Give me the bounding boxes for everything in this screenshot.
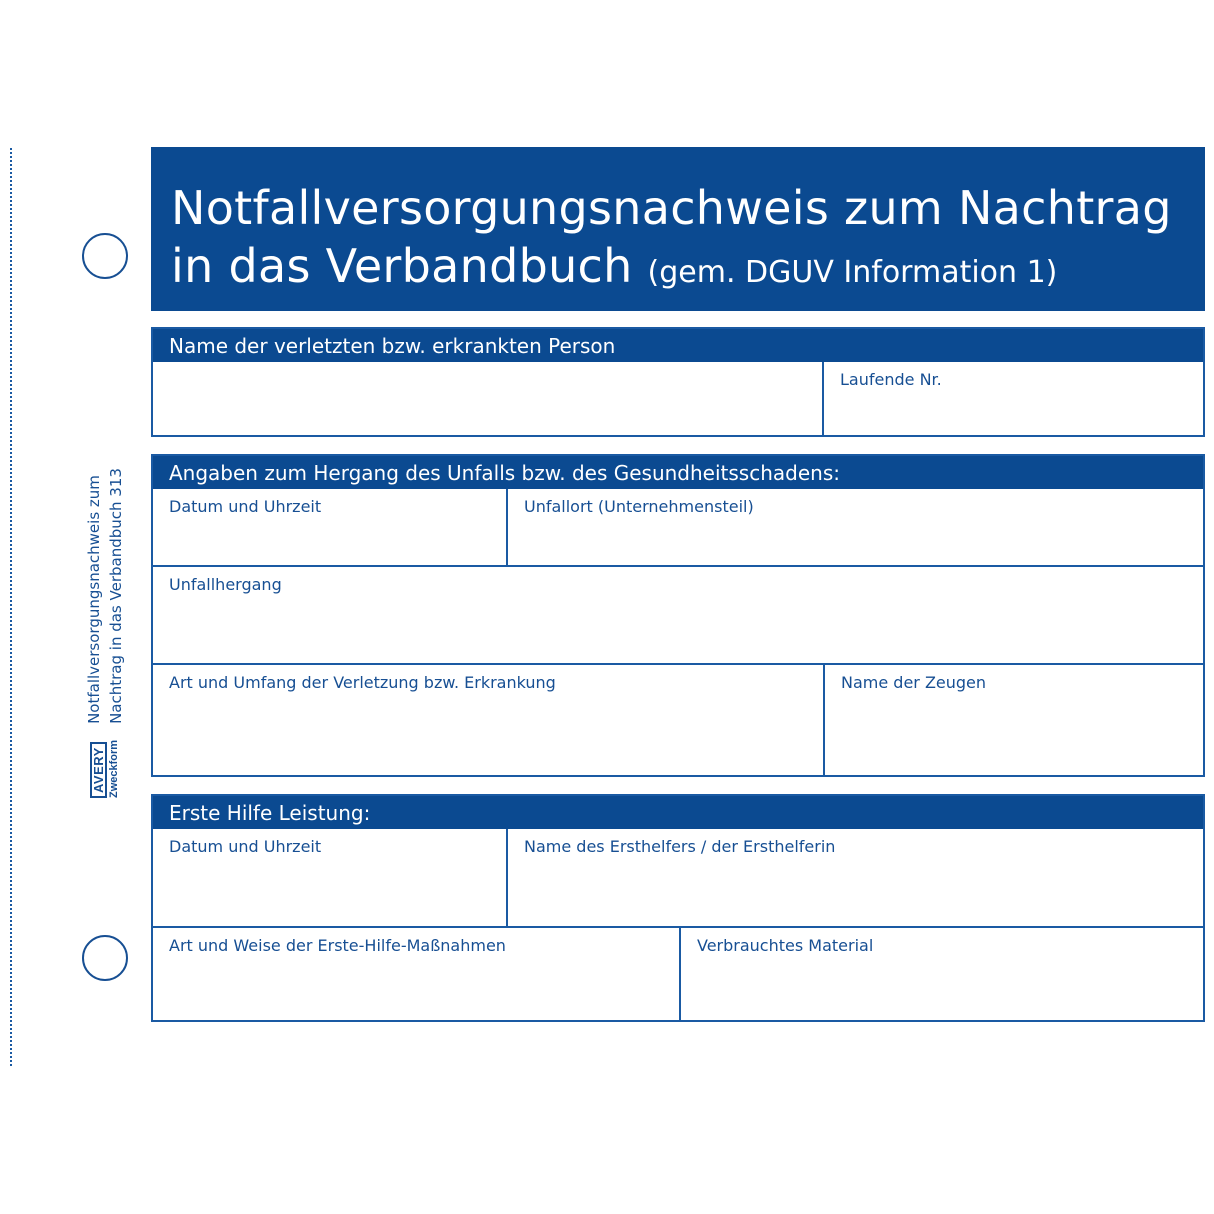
section-first-aid xyxy=(151,794,1205,1022)
first-aid-row-2 xyxy=(153,926,1203,1020)
accident-datetime-label: Datum und Uhrzeit xyxy=(169,497,322,516)
spine-line-2: Nachtrag in das Verbandbuch 313 xyxy=(107,468,125,724)
first-aid-measures-label: Art und Weise der Erste-Hilfe-Maßnahmen xyxy=(169,936,506,955)
avery-zweckform-logo xyxy=(90,740,120,798)
form-title-main: in das Verbandbuch xyxy=(171,239,633,293)
accident-row-3 xyxy=(153,663,1203,775)
material-used-field[interactable] xyxy=(679,928,1203,1020)
section-person-row xyxy=(153,362,1203,435)
running-number-label: Laufende Nr. xyxy=(840,370,942,389)
accident-datetime-field[interactable] xyxy=(153,489,506,565)
accident-course-label: Unfallhergang xyxy=(169,575,282,594)
spine-label xyxy=(70,398,140,798)
material-used-label: Verbrauchtes Material xyxy=(697,936,874,955)
first-aid-measures-field[interactable] xyxy=(153,928,679,1020)
perforation-line xyxy=(10,148,12,1066)
logo-brand: AVERY xyxy=(90,742,107,798)
accident-row-2 xyxy=(153,565,1203,663)
section-person-header: Name der verletzten bzw. erkrankten Person xyxy=(153,329,1203,362)
first-aider-name-field[interactable] xyxy=(506,829,1203,926)
section-accident xyxy=(151,454,1205,777)
accident-location-label: Unfallort (Unternehmensteil) xyxy=(524,497,754,516)
logo-sub: Zweckform xyxy=(108,739,120,798)
accident-location-field[interactable] xyxy=(506,489,1203,565)
accident-row-1 xyxy=(153,489,1203,565)
witnesses-label: Name der Zeugen xyxy=(841,673,987,692)
running-number-field[interactable] xyxy=(822,362,1203,435)
first-aid-datetime-field[interactable] xyxy=(153,829,506,926)
form-title-suffix: (gem. DGUV Information 1) xyxy=(647,255,1058,290)
section-person xyxy=(151,327,1205,437)
spine-line-1: Notfallversorgungsnachweis zum xyxy=(85,475,103,724)
first-aid-datetime-label: Datum und Uhrzeit xyxy=(169,837,322,856)
first-aider-name-label: Name des Ersthelfers / der Ersthelferin xyxy=(524,837,836,856)
first-aid-row-1 xyxy=(153,829,1203,926)
form-title-line-1: Notfallversorgungsnachweis zum Nachtrag xyxy=(171,181,1172,235)
spine-text xyxy=(83,468,127,724)
section-accident-header: Angaben zum Hergang des Unfalls bzw. des Gesundheitsschadens: xyxy=(153,456,1203,489)
form-title-line-2 xyxy=(171,237,1185,302)
injury-field[interactable] xyxy=(153,665,823,775)
punch-hole-bottom xyxy=(82,935,128,981)
punch-hole-top xyxy=(82,233,128,279)
accident-course-field[interactable] xyxy=(153,567,1203,663)
witnesses-field[interactable] xyxy=(823,665,1203,775)
injury-label: Art und Umfang der Verletzung bzw. Erkrankung xyxy=(169,673,556,692)
section-first-aid-header: Erste Hilfe Leistung: xyxy=(153,796,1203,829)
person-name-field[interactable] xyxy=(153,362,822,435)
form-title-banner xyxy=(151,147,1205,311)
